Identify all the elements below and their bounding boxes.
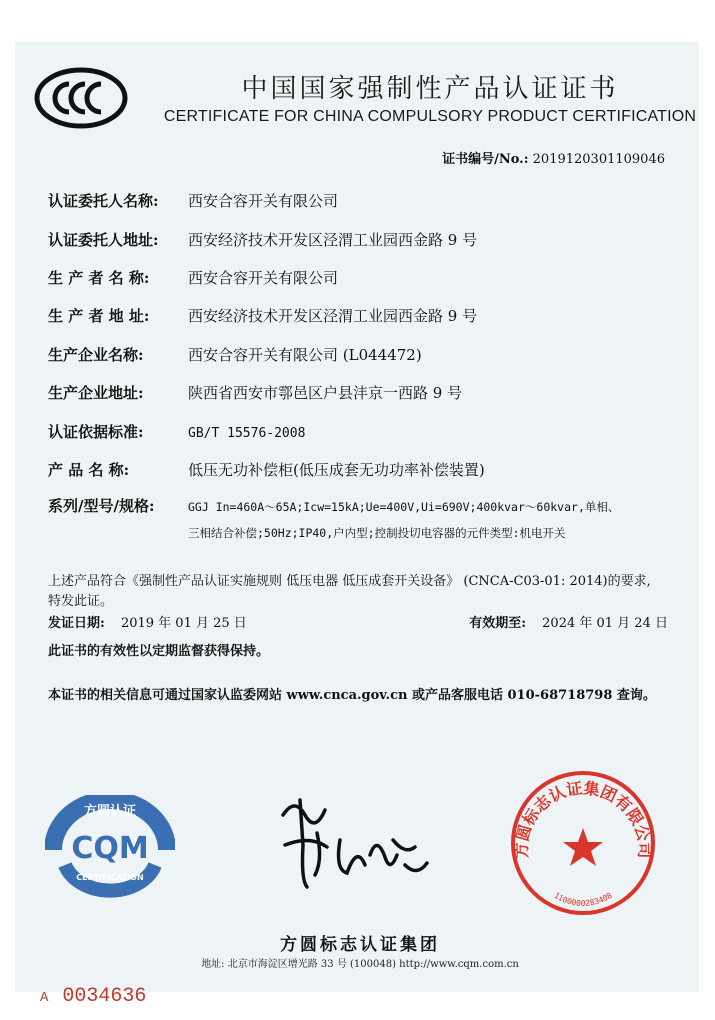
signature: [265, 785, 445, 895]
ccc-logo: [33, 66, 129, 130]
field-label: 认证委托人名称:: [48, 192, 159, 210]
serial-number: [40, 985, 146, 1008]
svg-text:1100000283408: [552, 891, 613, 908]
field-label: 生产企业地址:: [48, 384, 144, 402]
certificate-number-label: 证书编号/No.:: [442, 152, 529, 167]
issuer-address: 地址: 北京市海淀区增光路 33 号 (100048) http://www.cqm.com.cn: [201, 959, 519, 970]
field-applicant-address: [48, 229, 477, 250]
statement-line-2: 特发此证。: [48, 594, 114, 609]
field-label: 产 品 名 称:: [48, 461, 130, 479]
issuer-name: 方圆标志认证集团: [280, 935, 440, 955]
statement-line-1: 上述产品符合《强制性产品认证实施规则 低压电器 低压成套开关设备》 (CNCA-C03-01: 2014)的要求,: [48, 574, 651, 589]
field-value: 西安合容开关有限公司: [188, 269, 339, 287]
field-model-spec: [48, 495, 619, 516]
cqm-top-text: 方圆认证: [83, 804, 137, 819]
field-value: 低压无功补偿柜(低压成套无功功率补偿装置): [188, 461, 485, 479]
field-value: 西安经济技术开发区泾渭工业园西金路 9 号: [188, 231, 478, 249]
field-label: 生 产 者 名 称:: [48, 269, 150, 287]
field-model-spec-continued: [188, 523, 566, 541]
field-label: 认证依据标准:: [48, 423, 144, 441]
field-applicant-name: [48, 190, 338, 211]
field-value: GGJ In=460A～65A;Icw=15kA;Ue=400V,Ui=690V;400kvar～60kvar,单相、: [188, 500, 620, 514]
field-label: 生产企业名称:: [48, 346, 144, 364]
field-value: GB/T 15576-2008: [188, 426, 306, 441]
company-seal: [508, 768, 658, 918]
query-note: 本证书的相关信息可通过国家认监委网站 www.cnca.gov.cn 或产品客服电话 010-68718798 查询。: [48, 688, 656, 703]
field-manufacturer-name: [48, 267, 338, 288]
title-english: CERTIFICATE FOR CHINA COMPULSORY PRODUCT CERTIFICATION: [163, 108, 697, 125]
field-label: 认证委托人地址:: [48, 231, 159, 249]
field-value: 西安合容开关有限公司: [188, 192, 339, 210]
field-standard: [48, 421, 305, 442]
serial-value: 0034636: [62, 985, 147, 1008]
expiry-date: [469, 612, 668, 631]
serial-prefix: A: [40, 990, 49, 1006]
seal-number: 1100000283408: [552, 890, 614, 908]
field-factory-address: [48, 382, 462, 403]
field-factory-name: [48, 344, 422, 365]
expiry-date-value: 2024 年 01 月 24 日: [542, 616, 668, 631]
title-chinese: 中国国家强制性产品认证证书: [241, 74, 619, 104]
field-manufacturer-address: [48, 305, 477, 326]
field-value: 陕西省西安市鄠邑区户县沣京一西路 9 号: [188, 384, 463, 402]
field-label: 生 产 者 地 址:: [48, 307, 150, 325]
field-label: 系列/型号/规格:: [48, 497, 155, 515]
issue-date-value: 2019 年 01 月 25 日: [120, 616, 247, 631]
field-value: 西安合容开关有限公司 (L044472): [188, 346, 422, 364]
field-value: 三相结合补偿;50Hz;IP40,户内型;控制投切电容器的元件类型:机电开关: [188, 526, 566, 540]
dates-row: [48, 612, 668, 631]
issue-date-label: 发证日期:: [48, 616, 105, 631]
validity-note: 此证书的有效性以定期监督获得保持。: [48, 644, 270, 659]
field-product-name: [48, 459, 485, 480]
cqm-logo: [45, 795, 175, 905]
field-value: 西安经济技术开发区泾渭工业园西金路 9 号: [188, 307, 478, 325]
cqm-main-text: CQM: [71, 831, 149, 866]
cqm-bottom-text: CERTIFICATION: [76, 873, 144, 882]
certificate-number: [442, 148, 665, 167]
certificate-number-value: 2019120301109046: [532, 152, 665, 167]
expiry-date-label: 有效期至:: [469, 616, 527, 631]
seal-ring-text: 方圆标志认证集团有限公司: [511, 778, 655, 859]
